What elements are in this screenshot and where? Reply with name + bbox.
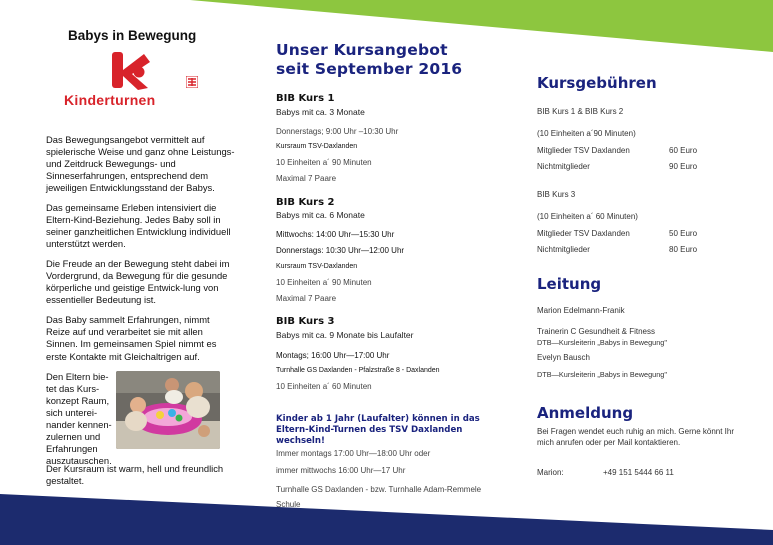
turner-cross-icon	[186, 76, 198, 88]
course-units: 10 Einheiten a´ 60 Minuten	[276, 381, 372, 391]
course-3	[276, 316, 506, 392]
intro-closing: Der Kursraum ist warm, hell und freundlich gestaltet.	[46, 462, 224, 486]
course-max: Maximal 7 Paare	[276, 293, 337, 303]
transition-time: Immer montags 17:00 Uhr—18:00 Uhr oder	[276, 449, 431, 459]
intro-paragraph: Das Bewegungsangebot vermittelt auf spielerische Weise und ganz ohne Leistungs- und Zeitdruck Bewegungs- und Sinneserfahrungen, entsprechend dem jeweiligen Entwicklungsstand der Babys.	[46, 134, 235, 194]
course-1	[276, 93, 506, 184]
fee-price: 90 Euro	[669, 161, 698, 171]
fees-group-head: BIB Kurs 1 & BIB Kurs 2	[537, 107, 624, 117]
transition-place: Turnhalle GS Daxlanden - bzw. Turnhalle Adam-Remmele Schule	[276, 484, 482, 510]
fee-row	[537, 162, 747, 172]
course-age: Babys mit ca. 3 Monate	[276, 106, 365, 117]
course-age: Babys mit ca. 6 Monate	[276, 210, 365, 221]
transition-time: immer mittwochs 16:00 Uhr—17 Uhr	[276, 465, 406, 475]
course-age: Babys mit ca. 9 Monate bis Laufalter	[276, 329, 414, 340]
fees-units: (10 Einheiten a´90 Minuten)	[537, 129, 636, 139]
photo-row	[46, 370, 236, 466]
course-time: Mittwochs: 14:00 Uhr—15:30 Uhr	[276, 230, 395, 240]
course-time: Donnerstags; 9:00 Uhr –10:30 Uhr	[276, 126, 399, 136]
courses-title-line2: seit September 2016	[276, 59, 463, 78]
intro-paragraph: Die Freude an der Bewegung steht dabei im Vordergrund, da Bewegung für die gesunde körperliche und geistige Entwick-lung von essentieller Bedeutung ist.	[46, 258, 230, 306]
course-2	[276, 197, 506, 305]
info-column	[537, 74, 747, 479]
course-units: 10 Einheiten a´ 90 Minuten	[276, 158, 372, 168]
logo-top-text: Babys in Bewegung	[68, 28, 197, 43]
course-place: Turnhalle GS Daxlanden - Pfalzstraße 8 - Daxlanden	[276, 366, 440, 374]
course-time: Montags; 16:00 Uhr—17:00 Uhr	[276, 350, 390, 360]
fee-price: 60 Euro	[669, 145, 698, 155]
kinderturnen-logo	[62, 26, 197, 116]
photo-side-text: Den Eltern bie-tet das Kurs-konzept Raum, sich unterei-nander kennen-zulernen und Erfahrungen auszutauschen.	[46, 370, 112, 466]
logo-bottom-text: Kinderturnen	[64, 92, 156, 108]
fee-label: Nichtmitglieder	[537, 244, 590, 254]
fee-label: Mitglieder TSV Daxlanden	[537, 228, 630, 238]
contact-label: Marion:	[537, 468, 564, 478]
fee-row	[537, 245, 747, 255]
fee-price: 50 Euro	[669, 228, 698, 238]
fees-units: (10 Einheiten a´ 60 Minuten)	[537, 212, 638, 222]
intro-column	[46, 134, 236, 495]
lead-name: Marion Edelmann-Franik	[537, 306, 625, 316]
course-time: Donnerstags: 10:30 Uhr—12:00 Uhr	[276, 246, 405, 256]
fee-label: Mitglieder TSV Daxlanden	[537, 145, 630, 155]
course-place: Kursraum TSV-Daxlanden	[276, 262, 358, 270]
fees-group-head: BIB Kurs 3	[537, 190, 576, 200]
fee-row	[537, 146, 747, 156]
course-place: Kursraum TSV-Daxlanden	[276, 143, 358, 151]
courses-title-line1: Unser Kursangebot	[276, 41, 448, 59]
fee-label: Nichtmitglieder	[537, 161, 590, 171]
course-name: BIB Kurs 3	[276, 316, 335, 328]
fee-row	[537, 229, 747, 239]
fee-price: 80 Euro	[669, 244, 698, 254]
k-figure-icon	[106, 48, 154, 92]
lead-role: DTB—Kursleiterin „Babys in Bewegung"	[537, 370, 667, 380]
lead-role: DTB—Kursleiterin „Babys in Bewegung"	[537, 337, 667, 347]
course-name: BIB Kurs 1	[276, 93, 335, 105]
intro-paragraph: Das Baby sammelt Erfahrungen, nimmt Reize auf und verarbeitet sie mit allen Sinnen. Im gemeinsamen Spiel nimmt es erste Kontakte mit Gleichaltrigen auf.	[46, 314, 217, 362]
contact-phone[interactable]: +49 151 5444 66 11	[603, 468, 674, 478]
course-max: Maximal 7 Paare	[276, 174, 337, 184]
lead-title: Leitung	[537, 275, 602, 294]
courses-column	[276, 41, 506, 512]
lead-role: Trainerin C Gesundheit & Fitness	[537, 327, 655, 337]
babies-photo	[116, 371, 220, 449]
course-name: BIB Kurs 2	[276, 196, 335, 208]
transition-note: Kinder ab 1 Jahr (Laufalter) können in das Eltern-Kind-Turnen des TSV Daxlanden wechseln!	[276, 414, 480, 446]
courses-title	[276, 41, 506, 78]
intro-paragraph: Das gemeinsame Erleben intensiviert die Eltern-Kind-Beziehung. Jedes Baby soll in seiner ganzheitlichen Entwicklung individuell unterstützt werden.	[46, 202, 231, 250]
registration-text: Bei Fragen wendet euch ruhig an mich. Gerne könnt Ihr mich anrufen oder per Mail kontaktieren.	[537, 426, 734, 447]
registration-title: Anmeldung	[537, 403, 634, 422]
contact-row	[537, 468, 747, 478]
lead-name: Evelyn Bausch	[537, 353, 590, 363]
fees-title: Kursgebühren	[537, 74, 657, 92]
course-units: 10 Einheiten a´ 90 Minuten	[276, 277, 372, 287]
